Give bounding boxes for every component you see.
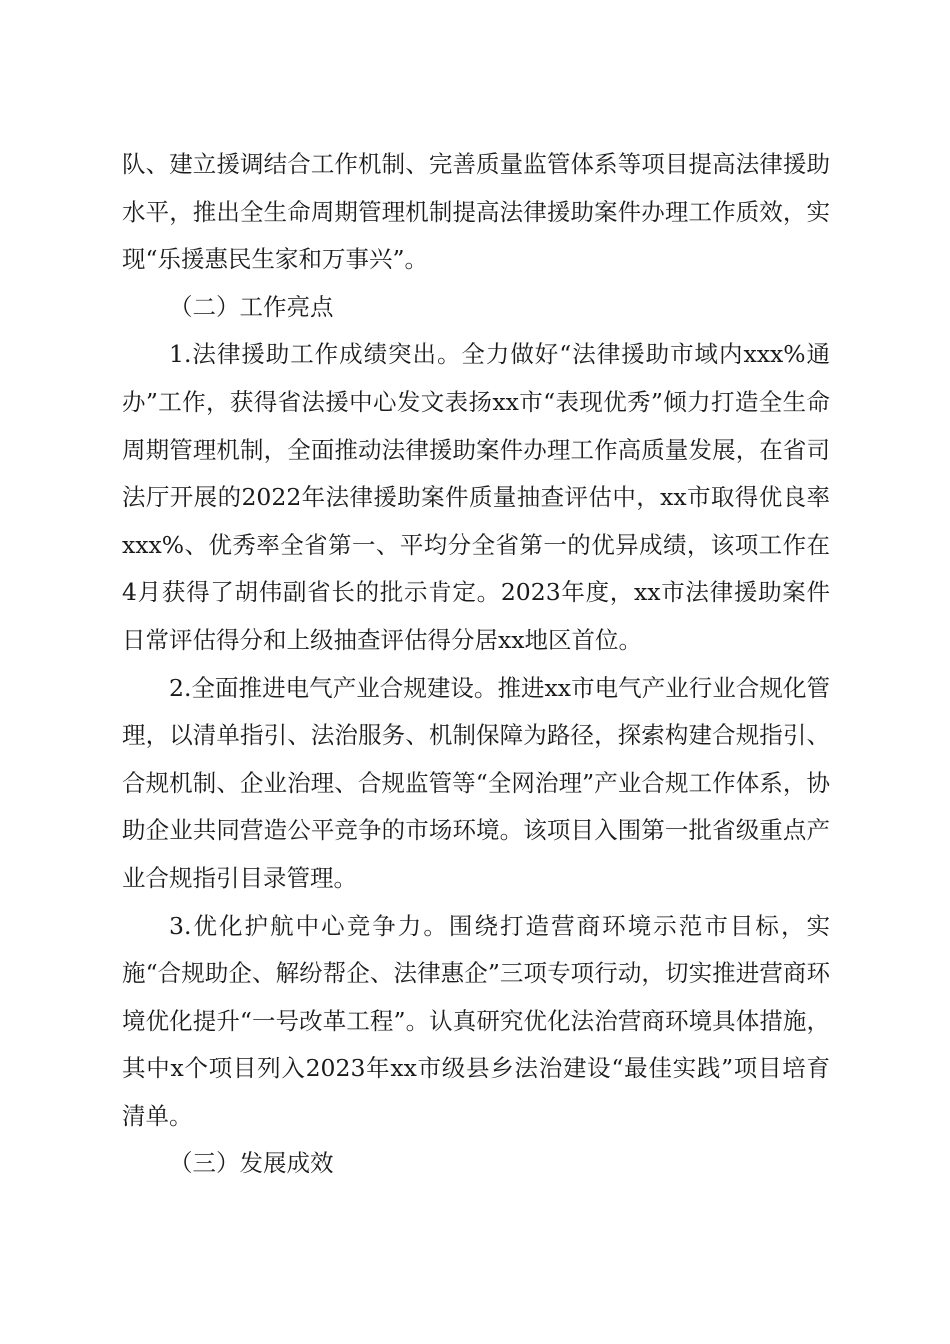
section-heading-results: （三）发展成效 (169, 1149, 334, 1178)
paragraph-item-3: 3.优化护航中心竞争力。围绕打造营商环境示范市目标，实施“合规助企、解纷帮企、法律惠企”三项专项行动，切实推进营商环境优化提升“一号改革工程”。认真研究优化法治营商环境具体措施，其中x个项目列入2023年xx市级县乡法治建设“最佳实践”项目培育清单。 (122, 911, 830, 1130)
document-body (122, 141, 830, 1188)
paragraph-item-1: 1.法律援助工作成绩突出。全力做好“法律援助市域内xxx%通办”工作，获得省法援中心发文表扬xx市“表现优秀”倾力打造全生命周期管理机制，全面推动法律援助案件办理工作高质量发展，在省司法厅开展的2022年法律援助案件质量抽查评估中，xx市取得优良率xxx%、优秀率全省第一、平均分全省第一的优异成绩，该项工作在4月获得了胡伟副省长的批示肯定。2023年度，xx市法律援助案件日常评估得分和上级抽查评估得分居xx地区首位。 (122, 340, 830, 654)
section-heading-highlights: （二）工作亮点 (169, 292, 334, 321)
paragraph-continuation: 队、建立援调结合工作机制、完善质量监管体系等项目提高法律援助水平，推出全生命周期管理机制提高法律援助案件办理工作质效，实现“乐援惠民生家和万事兴”。 (122, 150, 830, 274)
paragraph-item-2: 2.全面推进电气产业合规建设。推进xx市电气产业行业合规化管理，以清单指引、法治服务、机制保障为路径，探索构建合规指引、合规机制、企业治理、合规监管等“全网治理”产业合规工作体系，协助企业共同营造公平竞争的市场环境。该项目入围第一批省级重点产业合规指引目录管理。 (122, 673, 830, 892)
